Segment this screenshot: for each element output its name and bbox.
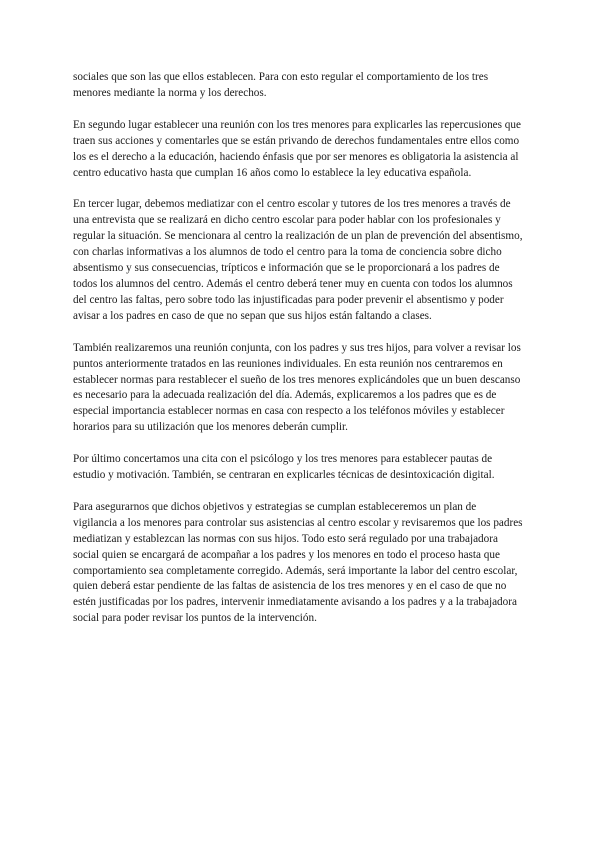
paragraph: En tercer lugar, debemos mediatizar con el centro escolar y tutores de los tres menores a través de una entrevista que se realizará en dicho centro escolar para poder hablar con los profesionales y regular la situación. Se mencionara al centro la realización de un plan de prevención del absentismo, con charlas informativas a los alumnos de todo el centro para la toma de conciencia sobre dicho absentismo y sus consecuencias, trípticos e información que se le proporcionará a los padres de todos los alumnos del centro. Además el centro deberá tener muy en cuenta con todos los alumnos del centro las faltas, pero sobre todo las injustificadas para poder prevenir el absentismo y poder avisar a los padres en caso de que no sepan que sus hijos están faltando a clases. xyxy=(73,198,523,322)
paragraph: En segundo lugar establecer una reunión con los tres menores para explicarles las repercusiones que traen sus acciones y comentarles que se están privando de derechos fundamentales entre ellos como los es el derecho a la educación, haciendo énfasis que por ser menores es obligatoria la asistencia al centro educativo hasta que cumplan 16 años como lo establece la ley educativa española. xyxy=(73,118,521,179)
paragraph: Para asegurarnos que dichos objetivos y estrategias se cumplan estableceremos un plan de vigilancia a los menores para controlar sus asistencias al centro escolar y revisaremos que los padres mediatizan y establezcan las normas con sus hijos. Todo esto será regulado por una trabajadora social quien se encargará de acompañar a los padres y los menores en todo el proceso hasta que comportamiento sea completamente corregido. Además, será importante la labor del centro escolar, quien deberá estar pendiente de las faltas de asistencia de los tres menores y en el caso de que no estén justificadas por los padres, intervenir inmediatamente avisando a los padres y a la trabajadora social para poder revisar los puntos de la intervención. xyxy=(73,500,523,625)
paragraph: sociales que son las que ellos establecen. Para con esto regular el comportamiento de los tres menores mediante la norma y los derechos. xyxy=(73,71,489,99)
paragraph: También realizaremos una reunión conjunta, con los padres y sus tres hijos, para volver a revisar los puntos anteriormente tratados en las reuniones individuales. En esta reunión nos centraremos en establecer normas para restablecer el sueño de los tres menores explicándoles que un buen descanso es necesario para la adecuada realización del día. Además, explicaremos a los padres que es de especial importancia establecer normas en casa con respecto a los teléfonos móviles y establecer horarios para su utilización que los menores deberán cumplir. xyxy=(73,341,521,434)
document-body xyxy=(73,70,523,643)
paragraph: Por último concertamos una cita con el psicólogo y los tres menores para establecer pautas de estudio y motivación. También, se centraran en explicarles técnicas de desintoxicación digital. xyxy=(73,453,495,482)
